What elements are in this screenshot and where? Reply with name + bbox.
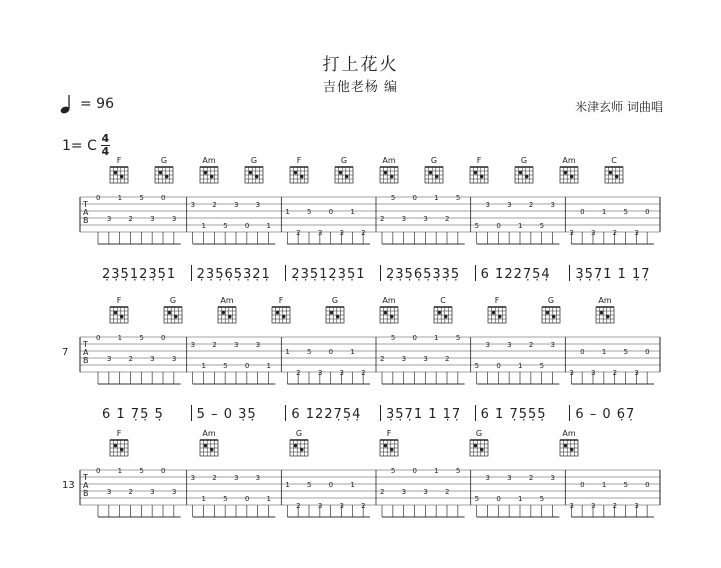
tab-fret-number: 0 bbox=[161, 334, 166, 342]
chord-diagram-grid bbox=[380, 167, 398, 183]
chord-diagram-grid bbox=[218, 307, 236, 323]
tab-fret-number: 5 bbox=[539, 222, 545, 230]
tab-fret-number: 1 bbox=[201, 362, 206, 370]
tab-fret-number: 0 bbox=[496, 362, 501, 370]
chord-name: Am bbox=[598, 296, 612, 305]
jianpu-measure: 6 – 0 6̣7̣ bbox=[575, 407, 636, 422]
jianpu-bar-line bbox=[475, 405, 476, 421]
jianpu-measure: 6 1̇ 7̣5̣5̣5̣ bbox=[480, 407, 547, 422]
tab-clef-letter: T bbox=[83, 473, 88, 482]
tab-fret-number: 0 bbox=[328, 208, 334, 216]
tab-fret-number: 0 bbox=[161, 467, 166, 475]
key-signature bbox=[62, 134, 110, 157]
tab-fret-number: 3 bbox=[507, 341, 512, 349]
tab-fret-number: 3 bbox=[423, 488, 428, 496]
tab-fret-number: 3 bbox=[339, 229, 344, 237]
chord-diagram-grid bbox=[272, 307, 290, 323]
chord-diagram-grid bbox=[542, 307, 560, 323]
jianpu-measure: 6 1̇2̇2̇7̣5̣4̣ bbox=[291, 407, 362, 422]
tab-fret-number: 3 bbox=[485, 474, 490, 482]
tab-fret-number: 2 bbox=[380, 215, 385, 223]
jianpu-measure: 5 – 0 3̣5̣ bbox=[196, 407, 257, 422]
tempo-value: = 96 bbox=[80, 96, 114, 112]
tab-fret-number: 1 bbox=[350, 481, 355, 489]
tab-fret-number: 1 bbox=[518, 222, 523, 230]
tab-fret-number: 5 bbox=[623, 481, 628, 489]
tab-fret-number: 1 bbox=[601, 208, 607, 216]
tab-fret-number: 3 bbox=[550, 341, 555, 349]
tab-fret-number: 3 bbox=[234, 474, 239, 482]
song-title: 打上花火 bbox=[322, 55, 399, 75]
tab-fret-number: 5 bbox=[223, 222, 228, 230]
tab-fret-number: 2 bbox=[528, 341, 534, 349]
tab-fret-number: 1 bbox=[285, 481, 290, 489]
tab-clef-letter: B bbox=[83, 216, 89, 225]
tab-clef-letter: B bbox=[83, 489, 89, 498]
chord-diagram-grid bbox=[515, 167, 533, 183]
tab-fret-number: 0 bbox=[412, 334, 417, 342]
jianpu-measure: 2̣3̣5̣1̣2̣3̣5̣1̇ bbox=[102, 267, 177, 282]
tab-fret-number: 0 bbox=[96, 334, 101, 342]
chord-name: G bbox=[430, 156, 438, 165]
chord-name: Am bbox=[562, 429, 576, 438]
tab-fret-number: 3 bbox=[485, 341, 490, 349]
chord-diagram-grid bbox=[380, 440, 398, 456]
tab-fret-number: 0 bbox=[244, 222, 250, 230]
tab-fret-number: 5 bbox=[223, 362, 228, 370]
chord-diagram-grid bbox=[110, 167, 128, 183]
tab-fret-number: 3 bbox=[234, 341, 239, 349]
tab-fret-number: 1 bbox=[201, 222, 206, 230]
chord-name: F bbox=[296, 156, 302, 165]
tab-fret-number: 2 bbox=[361, 229, 366, 237]
chord-diagram-grid bbox=[326, 307, 344, 323]
tab-fret-number: 5 bbox=[623, 208, 628, 216]
chord-name: Am bbox=[202, 156, 216, 165]
time-signature-top: 4 bbox=[101, 132, 110, 145]
key-label: 1= C bbox=[62, 137, 97, 154]
chord-diagram-grid bbox=[596, 307, 614, 323]
chord-name: C bbox=[440, 296, 446, 305]
chord-diagram-grid bbox=[290, 440, 308, 456]
tab-fret-number: 1 bbox=[117, 467, 123, 475]
tab-fret-number: 0 bbox=[412, 467, 417, 475]
tab-fret-number: 3 bbox=[485, 201, 490, 209]
tab-staff bbox=[80, 337, 660, 372]
tab-fret-number: 0 bbox=[496, 222, 501, 230]
tab-fret-number: 3 bbox=[106, 488, 112, 496]
tab-fret-number: 3 bbox=[255, 201, 261, 209]
tab-fret-number: 2 bbox=[380, 355, 385, 363]
tab-fret-number: 1 bbox=[350, 208, 355, 216]
measure-number: 13 bbox=[62, 480, 75, 491]
arranger-credit: 吉他老杨 编 bbox=[322, 80, 399, 95]
tab-fret-number: 1 bbox=[117, 194, 123, 202]
tab-fret-number: 3 bbox=[634, 502, 639, 510]
time-signature-bottom: 4 bbox=[101, 145, 110, 158]
tab-fret-number: 3 bbox=[423, 215, 428, 223]
tab-fret-number: 2 bbox=[361, 502, 366, 510]
chord-diagram-grid bbox=[164, 307, 182, 323]
tab-fret-number: 2 bbox=[528, 474, 534, 482]
tab-fret-number: 3 bbox=[591, 502, 596, 510]
chord-name: Am bbox=[202, 429, 216, 438]
tab-fret-number: 3 bbox=[171, 215, 177, 223]
tab-fret-number: 5 bbox=[474, 495, 480, 503]
chord-name: G bbox=[295, 429, 303, 438]
tab-fret-number: 2 bbox=[361, 369, 366, 377]
tab-clef-letter: B bbox=[83, 356, 89, 365]
chord-name: F bbox=[278, 296, 284, 305]
tab-fret-number: 0 bbox=[645, 208, 650, 216]
tempo-marking bbox=[60, 94, 114, 114]
chord-diagram-grid bbox=[290, 167, 308, 183]
tab-fret-number: 0 bbox=[328, 481, 334, 489]
jianpu-bar-line bbox=[191, 405, 192, 421]
tab-fret-number: 0 bbox=[328, 348, 334, 356]
chord-name: F bbox=[116, 156, 122, 165]
jianpu-bar-line bbox=[285, 265, 286, 281]
tab-fret-number: 5 bbox=[307, 348, 312, 356]
tab-fret-number: 5 bbox=[139, 334, 144, 342]
tab-fret-number: 3 bbox=[550, 201, 555, 209]
chord-name: G bbox=[547, 296, 555, 305]
tab-fret-number: 0 bbox=[244, 362, 250, 370]
chord-name: G bbox=[160, 156, 168, 165]
chord-name: F bbox=[476, 156, 482, 165]
tab-fret-number: 3 bbox=[634, 369, 639, 377]
tab-fret-number: 1 bbox=[117, 334, 123, 342]
jianpu-measure: 2̣3̣5̣1̣2̣3̣5̣1̇ bbox=[291, 267, 366, 282]
chord-name: G bbox=[340, 156, 348, 165]
chord-name: G bbox=[520, 156, 528, 165]
tab-fret-number: 2 bbox=[296, 229, 301, 237]
time-signature bbox=[101, 134, 110, 157]
tab-fret-number: 1 bbox=[434, 467, 439, 475]
tab-fret-number: 0 bbox=[645, 481, 650, 489]
tab-fret-number: 2 bbox=[212, 201, 217, 209]
tab-fret-number: 5 bbox=[139, 467, 144, 475]
tab-fret-number: 3 bbox=[569, 229, 574, 237]
jianpu-bar-line bbox=[380, 405, 381, 421]
tab-fret-number: 1 bbox=[434, 334, 439, 342]
tab-fret-number: 2 bbox=[296, 502, 301, 510]
chord-diagram-grid bbox=[335, 167, 353, 183]
tab-fret-number: 3 bbox=[317, 229, 323, 237]
tab-fret-number: 3 bbox=[339, 369, 344, 377]
tab-fret-number: 1 bbox=[601, 348, 607, 356]
tab-fret-number: 0 bbox=[412, 194, 417, 202]
tab-fret-number: 3 bbox=[150, 488, 155, 496]
tab-fret-number: 2 bbox=[212, 474, 217, 482]
tab-fret-number: 2 bbox=[445, 355, 450, 363]
chord-diagram-grid bbox=[245, 167, 263, 183]
tab-fret-number: 5 bbox=[390, 194, 396, 202]
tab-staff bbox=[80, 197, 660, 232]
tab-fret-number: 1 bbox=[350, 348, 355, 356]
tab-clef-letter: A bbox=[83, 481, 89, 490]
tab-fret-number: 3 bbox=[234, 201, 239, 209]
chord-diagram-grid bbox=[200, 167, 218, 183]
tab-clef-letter: A bbox=[83, 348, 89, 357]
tab-fret-number: 3 bbox=[190, 474, 196, 482]
chord-name: Am bbox=[220, 296, 234, 305]
tab-fret-number: 3 bbox=[591, 369, 596, 377]
jianpu-bar-line bbox=[569, 265, 570, 281]
chord-name: G bbox=[475, 429, 483, 438]
tab-fret-number: 5 bbox=[139, 194, 144, 202]
tab-fret-number: 2 bbox=[128, 488, 133, 496]
tab-fret-number: 5 bbox=[455, 334, 461, 342]
tab-fret-number: 1 bbox=[285, 348, 290, 356]
chord-diagram-grid bbox=[560, 440, 578, 456]
tab-fret-number: 2 bbox=[612, 502, 618, 510]
jianpu-bar-line bbox=[191, 265, 192, 281]
tab-fret-number: 1 bbox=[266, 495, 271, 503]
chord-name: Am bbox=[562, 156, 576, 165]
chord-name: Am bbox=[382, 156, 396, 165]
tab-fret-number: 2 bbox=[380, 488, 385, 496]
jianpu-measure: 6 1̇2̇2̇7̣5̣4̣ bbox=[480, 267, 551, 282]
chord-name: F bbox=[116, 296, 122, 305]
tab-fret-number: 0 bbox=[580, 348, 585, 356]
jianpu-bar-line bbox=[285, 405, 286, 421]
tab-fret-number: 3 bbox=[401, 215, 407, 223]
tab-fret-number: 3 bbox=[401, 488, 407, 496]
tab-fret-number: 3 bbox=[339, 502, 344, 510]
tab-fret-number: 3 bbox=[317, 369, 323, 377]
tab-fret-number: 0 bbox=[96, 194, 101, 202]
chord-name: F bbox=[494, 296, 500, 305]
tab-fret-number: 5 bbox=[474, 222, 480, 230]
tab-fret-number: 5 bbox=[223, 495, 228, 503]
tab-fret-number: 0 bbox=[96, 467, 101, 475]
tab-fret-number: 3 bbox=[401, 355, 407, 363]
tab-fret-number: 3 bbox=[150, 215, 155, 223]
tab-fret-number: 2 bbox=[528, 201, 534, 209]
tab-fret-number: 5 bbox=[455, 467, 461, 475]
tab-fret-number: 3 bbox=[423, 355, 428, 363]
chord-diagram-grid bbox=[470, 167, 488, 183]
songwriter-credit: 米津玄师 词曲唱 bbox=[575, 100, 663, 114]
tab-fret-number: 1 bbox=[266, 222, 271, 230]
tab-fret-number: 1 bbox=[434, 194, 439, 202]
tab-fret-number: 2 bbox=[128, 355, 133, 363]
tab-fret-number: 5 bbox=[474, 362, 480, 370]
jianpu-bar-line bbox=[380, 265, 381, 281]
tab-fret-number: 0 bbox=[580, 208, 585, 216]
tab-clef-letter: T bbox=[83, 200, 88, 209]
tab-fret-number: 3 bbox=[550, 474, 555, 482]
chord-diagram-grid bbox=[200, 440, 218, 456]
tab-fret-number: 1 bbox=[266, 362, 271, 370]
score-system bbox=[0, 428, 721, 568]
tab-fret-number: 0 bbox=[580, 481, 585, 489]
tab-fret-number: 3 bbox=[190, 201, 196, 209]
tab-fret-number: 5 bbox=[623, 348, 628, 356]
tab-fret-number: 1 bbox=[518, 362, 523, 370]
tab-fret-number: 1 bbox=[285, 208, 290, 216]
chord-diagram-grid bbox=[380, 307, 398, 323]
chord-diagram-grid bbox=[110, 440, 128, 456]
tab-clef-letter: T bbox=[83, 340, 88, 349]
tab-fret-number: 3 bbox=[507, 201, 512, 209]
tab-fret-number: 5 bbox=[539, 495, 545, 503]
tab-fret-number: 0 bbox=[244, 495, 250, 503]
chord-diagram-grid bbox=[434, 307, 452, 323]
chord-name: Am bbox=[382, 296, 396, 305]
tab-fret-number: 2 bbox=[212, 341, 217, 349]
jianpu-measure: 3̣5̣7̣1̇ 1̇ 1̣7̣ bbox=[575, 267, 651, 282]
tab-fret-number: 0 bbox=[645, 348, 650, 356]
tab-fret-number: 5 bbox=[390, 467, 396, 475]
tab-fret-number: 2 bbox=[445, 215, 450, 223]
tab-fret-number: 1 bbox=[601, 481, 607, 489]
tab-fret-number: 3 bbox=[106, 355, 112, 363]
tab-fret-number: 3 bbox=[317, 502, 323, 510]
tab-fret-number: 3 bbox=[106, 215, 112, 223]
chord-name: C bbox=[611, 156, 617, 165]
tab-fret-number: 5 bbox=[307, 208, 312, 216]
tab-fret-number: 1 bbox=[201, 495, 206, 503]
tab-fret-number: 2 bbox=[612, 229, 618, 237]
chord-name: G bbox=[250, 156, 258, 165]
tab-fret-number: 5 bbox=[539, 362, 545, 370]
tab-fret-number: 5 bbox=[390, 334, 396, 342]
tab-fret-number: 3 bbox=[591, 229, 596, 237]
measure-number: 7 bbox=[62, 347, 69, 358]
chord-diagram-grid bbox=[425, 167, 443, 183]
chord-diagram-grid bbox=[605, 167, 623, 183]
jianpu-measure: 2̣3̣5̣6̣5̣3̣2̣1̣ bbox=[196, 267, 271, 282]
chord-name: F bbox=[116, 429, 122, 438]
tab-fret-number: 5 bbox=[455, 194, 461, 202]
chord-diagram-grid bbox=[560, 167, 578, 183]
tab-fret-number: 2 bbox=[128, 215, 133, 223]
jianpu-bar-line bbox=[569, 405, 570, 421]
tab-fret-number: 3 bbox=[569, 369, 574, 377]
tab-fret-number: 3 bbox=[150, 355, 155, 363]
tab-clef-letter: A bbox=[83, 208, 89, 217]
jianpu-measure: 3̣5̣7̣1̇ 1̇ 1̣7̣ bbox=[386, 407, 462, 422]
tab-fret-number: 3 bbox=[171, 355, 177, 363]
tab-fret-number: 5 bbox=[307, 481, 312, 489]
tab-fret-number: 3 bbox=[507, 474, 512, 482]
jianpu-measure: 2̣3̣5̣6̣5̣3̣3̣5̣ bbox=[386, 267, 461, 282]
tab-fret-number: 0 bbox=[496, 495, 501, 503]
chord-diagram-grid bbox=[155, 167, 173, 183]
chord-name: G bbox=[169, 296, 177, 305]
tab-fret-number: 0 bbox=[161, 194, 166, 202]
chord-name: G bbox=[331, 296, 339, 305]
chord-name: F bbox=[386, 429, 392, 438]
tab-fret-number: 3 bbox=[569, 502, 574, 510]
jianpu-bar-line bbox=[475, 265, 476, 281]
chord-diagram-grid bbox=[110, 307, 128, 323]
tab-fret-number: 3 bbox=[190, 341, 196, 349]
tab-fret-number: 2 bbox=[612, 369, 618, 377]
tab-fret-number: 2 bbox=[445, 488, 450, 496]
tab-fret-number: 3 bbox=[255, 474, 261, 482]
jianpu-measure: 6 1̇ 7̣5̣ 5̣ bbox=[102, 407, 164, 422]
chord-diagram-grid bbox=[488, 307, 506, 323]
tab-fret-number: 2 bbox=[296, 369, 301, 377]
tab-fret-number: 3 bbox=[255, 341, 261, 349]
tab-fret-number: 1 bbox=[518, 495, 523, 503]
tab-fret-number: 3 bbox=[171, 488, 177, 496]
quarter-note-icon bbox=[60, 94, 74, 114]
tab-fret-number: 3 bbox=[634, 229, 639, 237]
chord-diagram-grid bbox=[470, 440, 488, 456]
